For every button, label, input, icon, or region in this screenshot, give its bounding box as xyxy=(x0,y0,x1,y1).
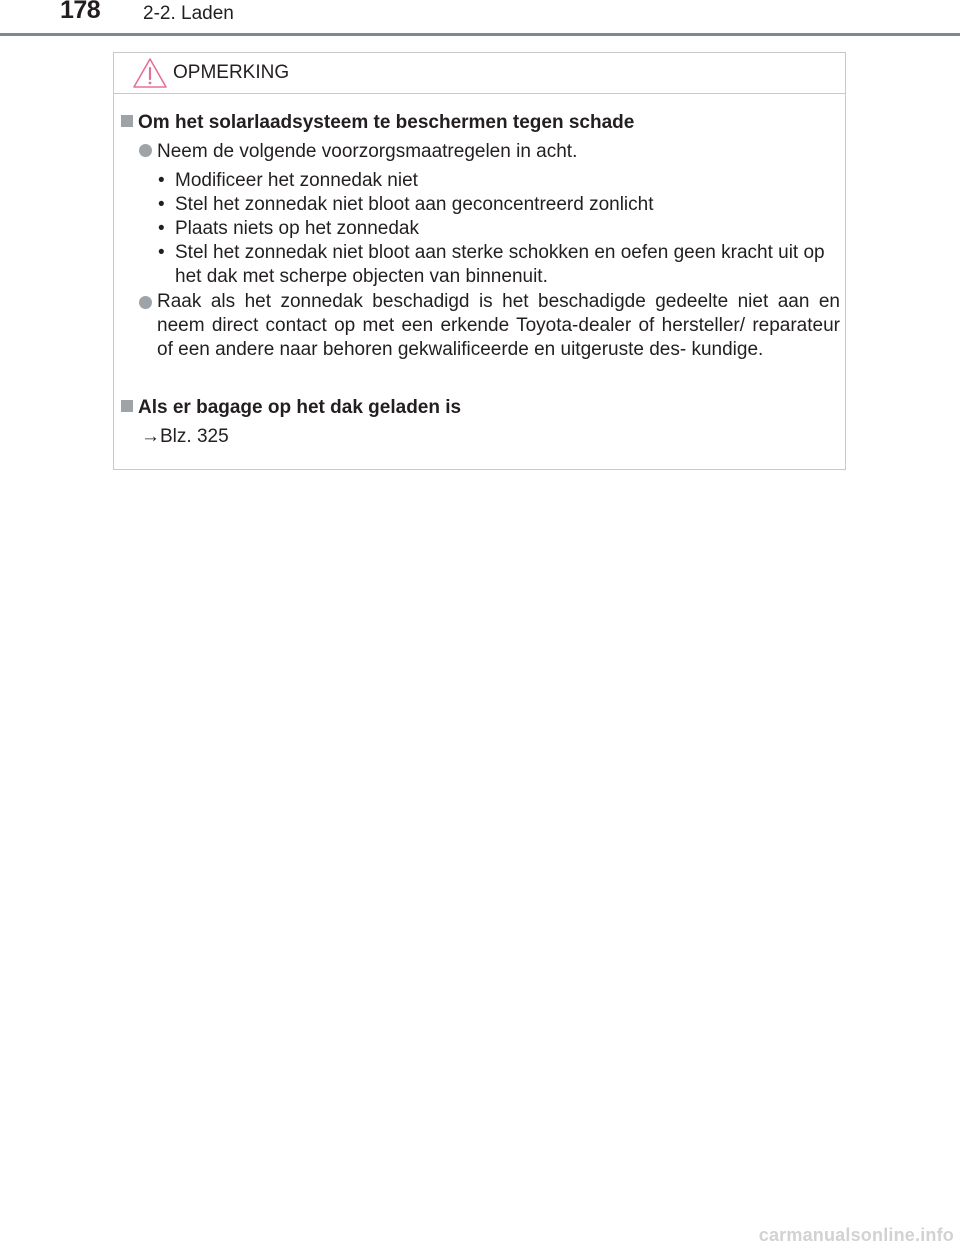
notice-header xyxy=(114,53,845,94)
section-heading-text: Om het solarlaadsysteem te beschermen tegen schade xyxy=(138,112,635,133)
section-title: 2-2. Laden xyxy=(143,3,234,24)
list-item: • Modificeer het zonnedak niet xyxy=(158,170,418,191)
section-heading-roof-luggage xyxy=(121,397,461,419)
bullet-item-precautions xyxy=(139,141,577,163)
circle-bullet-icon xyxy=(139,144,152,157)
bullet-text: Neem de volgende voorzorgsmaatregelen in acht. xyxy=(157,141,578,162)
watermark: carmanualsonline.info xyxy=(758,1225,954,1245)
section-heading-text: Als er bagage op het dak geladen is xyxy=(138,397,462,418)
bullet-item-damage xyxy=(139,290,840,362)
warning-triangle-icon xyxy=(132,57,168,89)
list-item: • Stel het zonnedak niet bloot aan geconcentreerd zonlicht xyxy=(158,194,654,215)
header-rule xyxy=(0,33,960,36)
page-number: 178 xyxy=(60,0,101,24)
list-item-text: Plaats niets op het zonnedak xyxy=(175,218,420,239)
list-item: • Plaats niets op het zonnedak xyxy=(158,218,420,239)
square-bullet-icon xyxy=(121,400,133,412)
section-heading-solar xyxy=(121,112,634,134)
precaution-list xyxy=(158,169,838,289)
notice-title: OPMERKING xyxy=(173,62,290,83)
circle-bullet-icon xyxy=(139,296,152,309)
list-item-text: Stel het zonnedak niet bloot aan sterke schokken en oefen geen kracht uit op het dak met scherpe objecten van binnenuit. xyxy=(175,242,825,287)
damage-text: Raak als het zonnedak beschadigd is het beschadigde gedeelte niet aan en neem direct contact op met een erkende Toyota-dealer of hersteller/ reparateur of een andere naar behoren gekwalificeerde en uitgeruste des- kundige. xyxy=(157,291,840,360)
notice-box xyxy=(113,52,846,470)
page-reference-link[interactable]: →Blz. 325 xyxy=(141,426,229,447)
square-bullet-icon xyxy=(121,115,133,127)
list-item-text: Stel het zonnedak niet bloot aan geconcentreerd zonlicht xyxy=(175,194,654,215)
list-item: • Stel het zonnedak niet bloot aan sterke schokken en oefen geen kracht uit op het dak met scherpe objecten van binnenuit. xyxy=(158,242,825,287)
list-item-text: Modificeer het zonnedak niet xyxy=(175,170,418,191)
